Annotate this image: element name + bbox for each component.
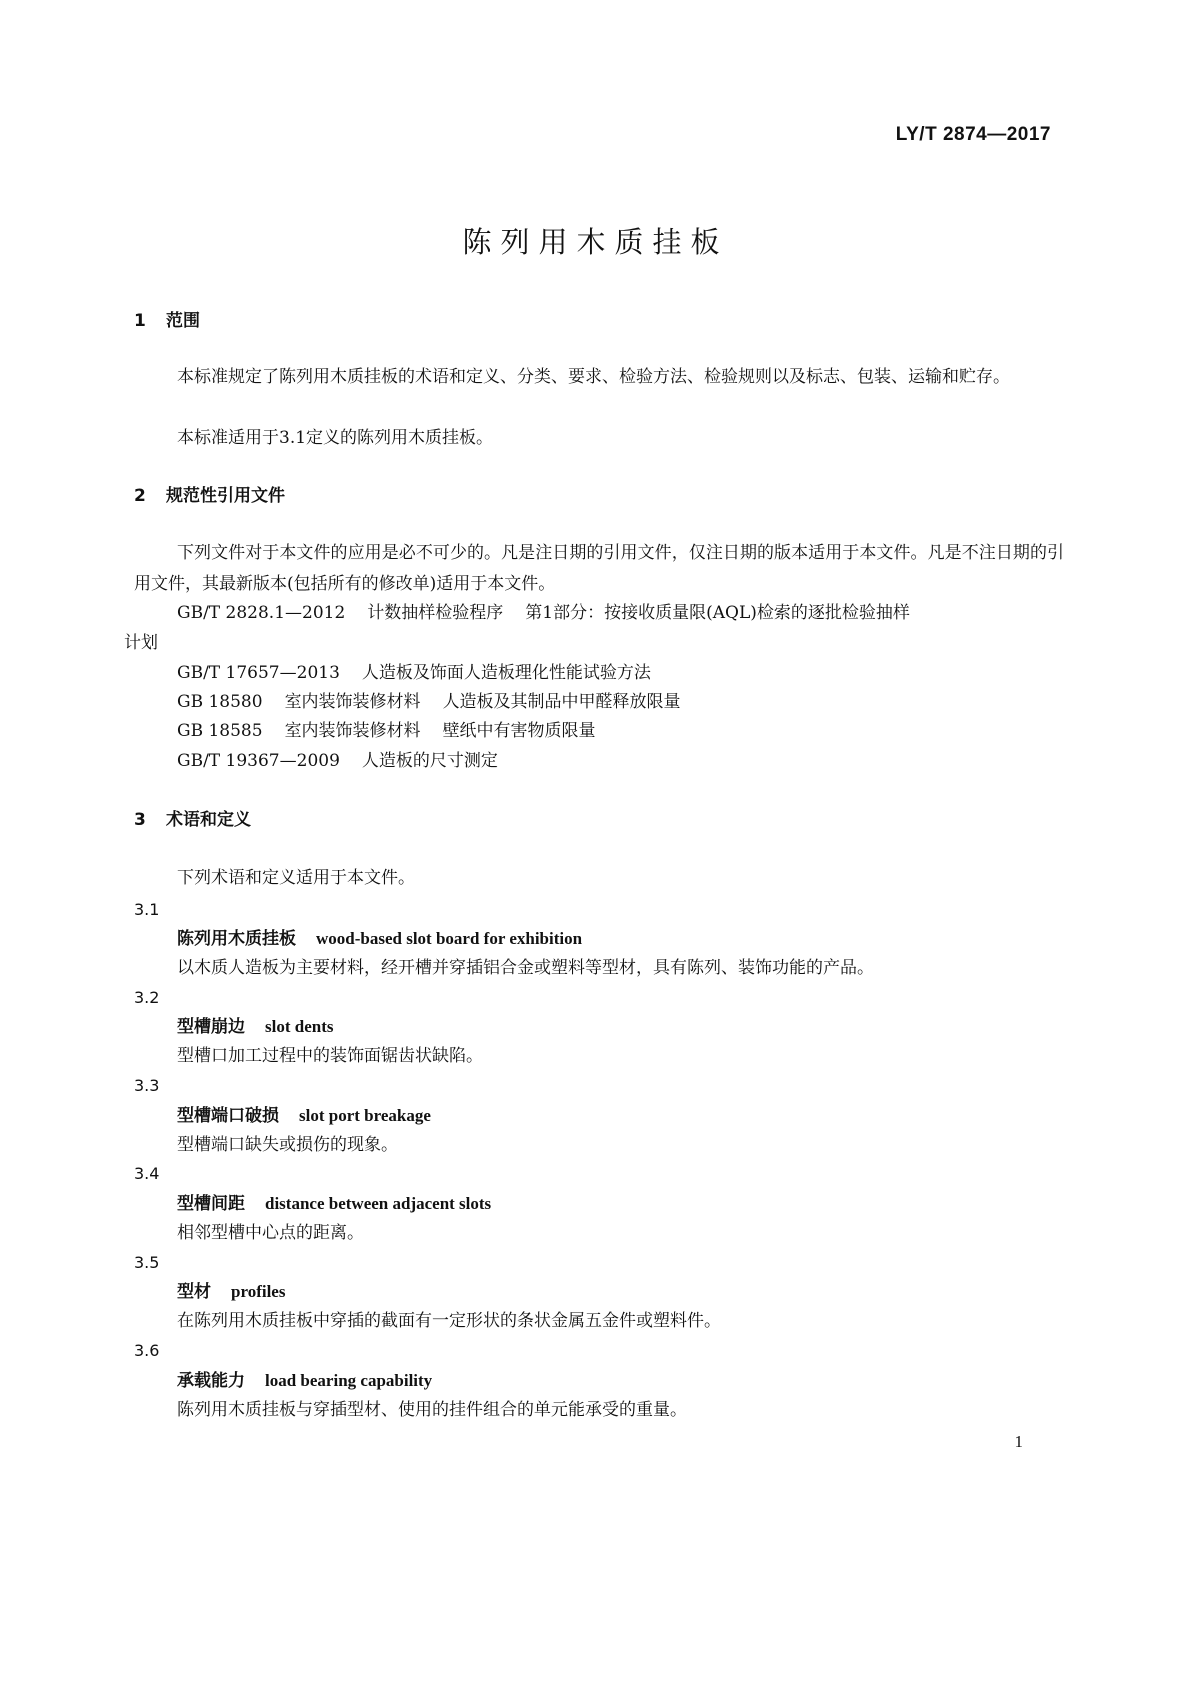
normative-references-intro: 下列文件对于本文件的应用是必不可少的。凡是注日期的引用文件，仅注日期的版本适用于本文件。凡是不注日期的引用文件，其最新版本(包括所有的修改单)适用于本文件。 [134, 543, 1064, 594]
document-title: 陈列用木质挂板 [462, 225, 729, 259]
reference-title: 计数抽样检验程序 [367, 603, 504, 623]
term-heading [177, 930, 582, 948]
term-definition: 在陈列用木质挂板中穿插的截面有一定形状的条状金属五金件或塑料件。 [177, 1311, 721, 1331]
page-number: 1 [1014, 1432, 1023, 1451]
reference-item [177, 605, 910, 622]
term-number: 3.1 [134, 900, 160, 919]
reference-continuation: 计划 [124, 633, 158, 653]
term-english: distance between adjacent slots [265, 1194, 492, 1213]
term-heading [177, 1283, 285, 1301]
reference-code: GB/T 17657—2013 [177, 663, 340, 683]
reference-title: 室内装饰装修材料 [284, 721, 421, 741]
term-definition: 以木质人造板为主要材料，经开槽并穿插铝合金或塑料等型材，具有陈列、装饰功能的产品。 [177, 958, 874, 978]
term-english: slot dents [265, 1017, 334, 1036]
term-chinese: 型槽间距 [177, 1194, 245, 1214]
term-definition: 相邻型槽中心点的距离。 [177, 1223, 364, 1243]
reference-part: 壁纸中有害物质限量 [442, 721, 596, 741]
term-number: 3.6 [134, 1341, 160, 1360]
term-english: profiles [231, 1282, 286, 1301]
section-1-heading [134, 313, 200, 330]
standard-code: LY/T 2874—2017 [895, 124, 1051, 145]
term-number: 3.4 [134, 1164, 160, 1183]
reference-title: 人造板及饰面人造板理化性能试验方法 [361, 663, 651, 683]
term-english: load bearing capability [265, 1371, 433, 1390]
reference-code: GB/T 19367—2009 [177, 751, 340, 771]
reference-title: 室内装饰装修材料 [284, 692, 421, 712]
reference-code: GB 18580 [177, 692, 263, 712]
reference-item [177, 723, 596, 740]
section-3-heading [134, 812, 251, 829]
term-english: wood-based slot board for exhibition [316, 929, 583, 948]
term-number: 3.5 [134, 1253, 160, 1272]
reference-item [177, 694, 681, 711]
reference-code: GB 18585 [177, 721, 263, 741]
reference-item [177, 753, 498, 770]
reference-code: GB/T 2828.1—2012 [177, 603, 346, 623]
scope-paragraph-1: 本标准规定了陈列用木质挂板的术语和定义、分类、要求、检验方法、检验规则以及标志、包装、运输和贮存。 [177, 367, 1010, 387]
section-number: 1 [134, 311, 146, 331]
term-heading [177, 1372, 432, 1390]
section-number: 3 [134, 810, 146, 830]
term-chinese: 陈列用木质挂板 [177, 929, 296, 949]
term-heading [177, 1195, 491, 1213]
term-number: 3.2 [134, 988, 160, 1007]
section-2-heading [134, 488, 285, 505]
section-title: 规范性引用文件 [166, 486, 285, 506]
term-chinese: 型槽端口破损 [177, 1106, 279, 1126]
reference-part: 人造板及其制品中甲醛释放限量 [442, 692, 681, 712]
term-definition: 型槽口加工过程中的装饰面锯齿状缺陷。 [177, 1046, 483, 1066]
term-heading [177, 1018, 333, 1036]
section-title: 术语和定义 [166, 810, 251, 830]
terms-intro: 下列术语和定义适用于本文件。 [177, 868, 415, 888]
term-english: slot port breakage [299, 1106, 431, 1125]
scope-paragraph-2: 本标准适用于3.1定义的陈列用木质挂板。 [177, 428, 494, 448]
section-number: 2 [134, 486, 146, 506]
reference-part: 第1部分：按接收质量限(AQL)检索的逐批检验抽样 [525, 603, 910, 623]
term-chinese: 型槽崩边 [177, 1017, 245, 1037]
reference-title: 人造板的尺寸测定 [361, 751, 498, 771]
term-chinese: 型材 [177, 1282, 211, 1302]
section-title: 范围 [166, 311, 200, 331]
term-chinese: 承载能力 [177, 1371, 245, 1391]
term-number: 3.3 [134, 1076, 160, 1095]
term-definition: 陈列用木质挂板与穿插型材、使用的挂件组合的单元能承受的重量。 [177, 1400, 687, 1420]
term-definition: 型槽端口缺失或损伤的现象。 [177, 1135, 398, 1155]
term-heading [177, 1107, 431, 1125]
reference-item [177, 665, 651, 682]
